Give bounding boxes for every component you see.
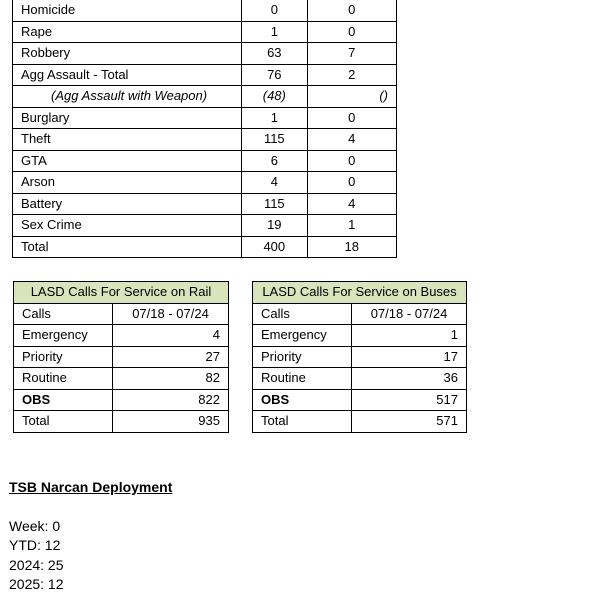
- crime-value-a: 1: [242, 21, 307, 43]
- crime-value-b: 0: [307, 0, 397, 21]
- table-title: LASD Calls For Service on Buses: [253, 282, 467, 304]
- crime-stats-table: [12, 0, 397, 258]
- call-count: 27: [113, 346, 229, 368]
- crime-label: Theft: [13, 129, 242, 151]
- call-type-label: Total: [253, 411, 352, 433]
- crime-value-a: 400: [242, 236, 307, 258]
- table-header-row: [14, 303, 229, 325]
- table-row-total: [13, 236, 397, 258]
- call-type-label: Priority: [253, 346, 352, 368]
- crime-value-b: 7: [307, 43, 397, 65]
- table-row: [13, 43, 397, 65]
- crime-value-a: 1: [242, 107, 307, 129]
- crime-value-a: 115: [242, 129, 307, 151]
- table-row-total: [14, 411, 229, 433]
- crime-value-b: 0: [307, 172, 397, 194]
- call-type-label: Routine: [14, 368, 113, 390]
- call-type-label: OBS: [253, 389, 352, 411]
- crime-value-a: 6: [242, 150, 307, 172]
- crime-value-b: 4: [307, 193, 397, 215]
- call-type-label: Priority: [14, 346, 113, 368]
- table-row: [13, 172, 397, 194]
- crime-label: Battery: [13, 193, 242, 215]
- narcan-2024-line: 2024: 25: [9, 556, 64, 573]
- bus-calls-table: [252, 281, 467, 433]
- crime-value-a: 76: [242, 64, 307, 86]
- crime-value-a: 19: [242, 215, 307, 237]
- crime-value-b: 2: [307, 64, 397, 86]
- crime-value-b: 0: [307, 107, 397, 129]
- crime-label: Rape: [13, 21, 242, 43]
- call-count: 4: [113, 325, 229, 347]
- section-title: TSB Narcan Deployment: [9, 479, 173, 495]
- call-type-label: Emergency: [253, 325, 352, 347]
- crime-label: Burglary: [13, 107, 242, 129]
- call-type-label: Routine: [253, 368, 352, 390]
- narcan-week-line: Week: 0: [9, 517, 61, 534]
- call-count: 82: [113, 368, 229, 390]
- narcan-ytd-line: YTD: 12: [9, 537, 61, 553]
- crime-label: Homicide: [13, 0, 242, 21]
- table-row: [14, 389, 229, 411]
- column-header-date-range: 07/18 - 07/24: [352, 303, 467, 325]
- table-row: [13, 129, 397, 151]
- crime-value-a: 115: [242, 193, 307, 215]
- narcan-deployment-section: [9, 478, 172, 595]
- rail-calls-table: [13, 281, 229, 433]
- call-count: 17: [352, 346, 467, 368]
- crime-value-a: (48): [242, 86, 307, 108]
- call-count: 571: [352, 411, 467, 433]
- table-row-total: [253, 411, 467, 433]
- table-header-row: [253, 303, 467, 325]
- crime-label: Sex Crime: [13, 215, 242, 237]
- table-row: [13, 215, 397, 237]
- crime-value-b: (): [307, 86, 397, 108]
- column-header-date-range: 07/18 - 07/24: [113, 303, 229, 325]
- crime-value-b: 0: [307, 150, 397, 172]
- table-title-row: [14, 282, 229, 304]
- crime-value-b: 1: [307, 215, 397, 237]
- crime-value-b: 4: [307, 129, 397, 151]
- table-title-row: [253, 282, 467, 304]
- table-row: [14, 368, 229, 390]
- call-count: 517: [352, 389, 467, 411]
- table-title: LASD Calls For Service on Rail: [14, 282, 229, 304]
- crime-value-a: 4: [242, 172, 307, 194]
- table-row: [253, 368, 467, 390]
- call-count: 935: [113, 411, 229, 433]
- column-header-calls: Calls: [14, 303, 113, 325]
- crime-label: Total: [13, 236, 242, 258]
- column-header-calls: Calls: [253, 303, 352, 325]
- crime-value-a: 0: [242, 0, 307, 21]
- table-row: [13, 21, 397, 43]
- call-type-label: OBS: [14, 389, 113, 411]
- crime-value-b: 0: [307, 21, 397, 43]
- crime-label: Arson: [13, 172, 242, 194]
- narcan-2025-line: 2025: 12: [9, 576, 64, 592]
- table-row: [14, 325, 229, 347]
- table-row: [13, 107, 397, 129]
- table-row: [253, 346, 467, 368]
- table-row: [13, 86, 397, 108]
- table-row: [13, 193, 397, 215]
- table-row: [253, 389, 467, 411]
- table-row: [14, 346, 229, 368]
- call-count: 36: [352, 368, 467, 390]
- call-count: 1: [352, 325, 467, 347]
- table-row: [13, 64, 397, 86]
- crime-value-a: 63: [242, 43, 307, 65]
- crime-label: GTA: [13, 150, 242, 172]
- call-type-label: Total: [14, 411, 113, 433]
- crime-label: (Agg Assault with Weapon): [13, 86, 242, 108]
- crime-label: Agg Assault - Total: [13, 64, 242, 86]
- table-row: [13, 0, 397, 21]
- crime-value-b: 18: [307, 236, 397, 258]
- crime-label: Robbery: [13, 43, 242, 65]
- call-type-label: Emergency: [14, 325, 113, 347]
- table-row: [13, 150, 397, 172]
- call-count: 822: [113, 389, 229, 411]
- table-row: [253, 325, 467, 347]
